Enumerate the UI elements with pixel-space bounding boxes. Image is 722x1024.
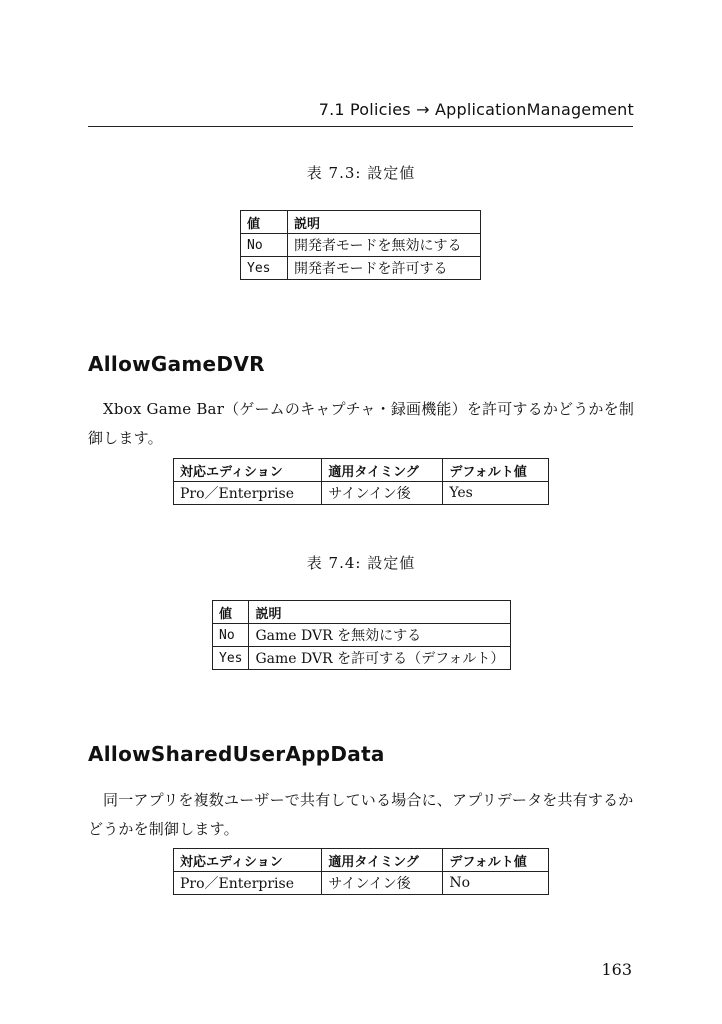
value-cell: Yes [213,647,249,670]
edition-cell: Pro／Enterprise [174,872,322,895]
section-title-allowshareduserappdata: AllowSharedUserAppData [88,742,385,766]
gamedvr-info-table [173,458,549,505]
description-cell: Game DVR を無効にする [249,624,511,647]
table-row [213,624,511,647]
column-header-default: デフォルト値 [443,849,549,872]
column-header-edition: 対応エディション [174,849,322,872]
table-7-3-caption: 表 7.3: 設定値 [306,164,416,182]
default-cell: No [443,872,549,895]
table-7-4 [212,600,511,670]
section-description: Xbox Game Bar（ゲームのキャプチャ・録画機能）を許可するかどうかを制御します。 [88,400,635,447]
value-cell: Yes [241,257,288,280]
timing-cell: サインイン後 [322,482,443,505]
value-cell: No [213,624,249,647]
column-header-timing: 適用タイミング [322,849,443,872]
page-number: 163 [601,960,632,979]
table-row [213,647,511,670]
description-cell: 開発者モードを無効にする [288,234,481,257]
table-row [174,482,549,505]
description-cell: 開発者モードを許可する [288,257,481,280]
column-header-description: 説明 [249,601,511,624]
table-7-3 [240,210,481,280]
column-header-value: 値 [213,601,249,624]
table-header-row [241,211,481,234]
column-header-value: 値 [241,211,288,234]
table-row [241,234,481,257]
column-header-timing: 適用タイミング [322,459,443,482]
table-header-row [213,601,511,624]
table-header-row [174,849,549,872]
table-row [174,872,549,895]
timing-cell: サインイン後 [322,872,443,895]
value-cell: No [241,234,288,257]
section-description: 同一アプリを複数ユーザーで共有している場合に、アプリデータを共有するかどうかを制御します。 [88,791,634,838]
table-row [241,257,481,280]
header-rule [88,126,633,127]
running-head: 7.1 Policies → ApplicationManagement [318,100,634,119]
table-header-row [174,459,549,482]
column-header-default: デフォルト値 [443,459,549,482]
table-7-4-caption: 表 7.4: 設定値 [306,554,416,572]
description-cell: Game DVR を許可する（デフォルト） [249,647,511,670]
edition-cell: Pro／Enterprise [174,482,322,505]
default-cell: Yes [443,482,549,505]
section-title-allowgamedvr: AllowGameDVR [88,352,265,376]
column-header-description: 説明 [288,211,481,234]
column-header-edition: 対応エディション [174,459,322,482]
shareduser-info-table [173,848,549,895]
